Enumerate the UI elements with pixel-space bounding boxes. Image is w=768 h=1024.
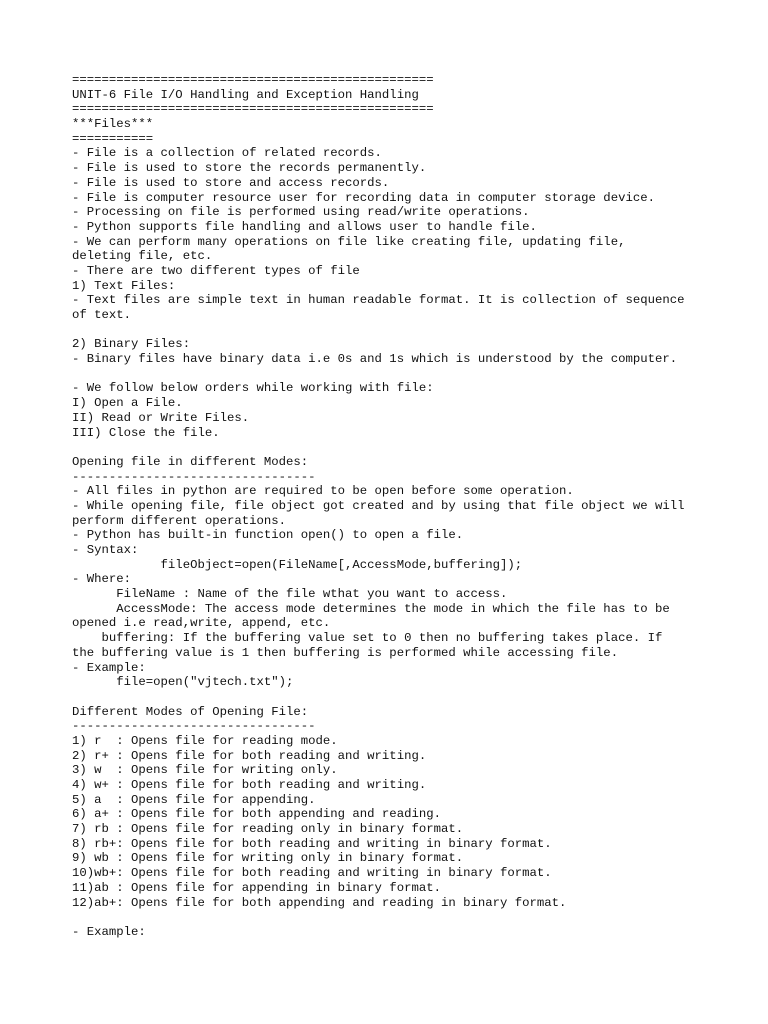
text-line: - File is used to store and access records. xyxy=(72,175,390,190)
text-line: - Binary files have binary data i.e 0s and 1s which is understood by the computer. xyxy=(72,352,678,367)
text-line: - There are two different types of file xyxy=(72,263,360,278)
text-line: 6) a+ : Opens file for both appending and reading. xyxy=(72,807,441,822)
text-line: opened i.e read,write, append, etc. xyxy=(72,616,331,631)
text-line: - We follow below orders while working with file: xyxy=(72,381,434,396)
text-line: - Python has built-in function open() to open a file. xyxy=(72,528,464,543)
text-line: - File is a collection of related records. xyxy=(72,146,382,161)
text-line: ***Files*** xyxy=(72,117,154,132)
text-line: 1) Text Files: xyxy=(72,278,176,293)
text-line: 7) rb : Opens file for reading only in binary format. xyxy=(72,822,464,837)
text-line: FileName : Name of the file wthat you want to access. xyxy=(72,587,508,602)
text-line: ================================================= xyxy=(72,73,434,87)
text-line: of text. xyxy=(72,308,132,322)
text-line: --------------------------------- xyxy=(72,719,316,734)
text-line xyxy=(72,910,712,925)
text-line: 3) w : Opens file for writing only. xyxy=(72,763,338,778)
text-line: AccessMode: The access mode determines the mode in which the file has to be xyxy=(72,601,670,616)
text-line: - Text files are simple text in human readable format. It is collection of sequence xyxy=(72,293,685,308)
text-line: =========== xyxy=(72,131,154,146)
text-line: - We can perform many operations on file like creating file, updating file, xyxy=(72,234,626,249)
text-line xyxy=(72,323,712,338)
text-line: 2) Binary Files: xyxy=(72,337,191,352)
text-line: - Processing on file is performed using read/write operations. xyxy=(72,205,530,220)
text-line: buffering: If the buffering value set to 0 then no buffering takes place. If xyxy=(72,631,663,646)
text-line: I) Open a File. xyxy=(72,396,183,411)
text-line: 11)ab : Opens file for appending in binary format. xyxy=(72,880,441,895)
text-line: - File is used to store the records permanently. xyxy=(72,161,427,176)
text-line: - While opening file, file object got created and by using that file object we will xyxy=(72,498,685,513)
text-line: Different Modes of Opening File: xyxy=(72,704,309,719)
text-line xyxy=(72,690,712,705)
text-line: 1) r : Opens file for reading mode. xyxy=(72,733,338,748)
text-line: 12)ab+: Opens file for both appending and reading in binary format. xyxy=(72,895,567,910)
text-line xyxy=(72,440,712,455)
text-line xyxy=(72,367,712,382)
text-line: Opening file in different Modes: xyxy=(72,454,309,469)
text-line: - All files in python are required to be open before some operation. xyxy=(72,484,574,499)
text-line: - Example: xyxy=(72,660,146,675)
text-line: --------------------------------- xyxy=(72,469,316,484)
text-line: 4) w+ : Opens file for both reading and writing. xyxy=(72,778,427,792)
document-body xyxy=(72,73,712,940)
text-line: - Where: xyxy=(72,572,132,587)
text-line: 2) r+ : Opens file for both reading and writing. xyxy=(72,748,427,763)
text-line: III) Close the file. xyxy=(72,425,220,440)
text-line: perform different operations. xyxy=(72,513,287,528)
text-line: fileObject=open(FileName[,AccessMode,buffering]); xyxy=(72,557,523,572)
text-line: file=open("vjtech.txt"); xyxy=(72,675,294,690)
text-line: - Syntax: xyxy=(72,543,139,557)
text-line: ================================================= xyxy=(72,102,434,117)
text-line: the buffering value is 1 then buffering is performed while accessing file. xyxy=(72,645,619,660)
text-line: deleting file, etc. xyxy=(72,249,213,264)
text-line: 10)wb+: Opens file for both reading and writing in binary format. xyxy=(72,866,552,881)
text-line: UNIT-6 File I/O Handling and Exception Handling xyxy=(72,87,419,102)
text-line: - File is computer resource user for recording data in computer storage device. xyxy=(72,190,655,205)
text-line: 8) rb+: Opens file for both reading and writing in binary format. xyxy=(72,836,552,851)
text-line: - Example: xyxy=(72,924,146,939)
text-line: 9) wb : Opens file for writing only in binary format. xyxy=(72,851,464,866)
text-line: 5) a : Opens file for appending. xyxy=(72,792,316,807)
text-line: - Python supports file handling and allows user to handle file. xyxy=(72,219,537,234)
text-line: II) Read or Write Files. xyxy=(72,410,250,425)
